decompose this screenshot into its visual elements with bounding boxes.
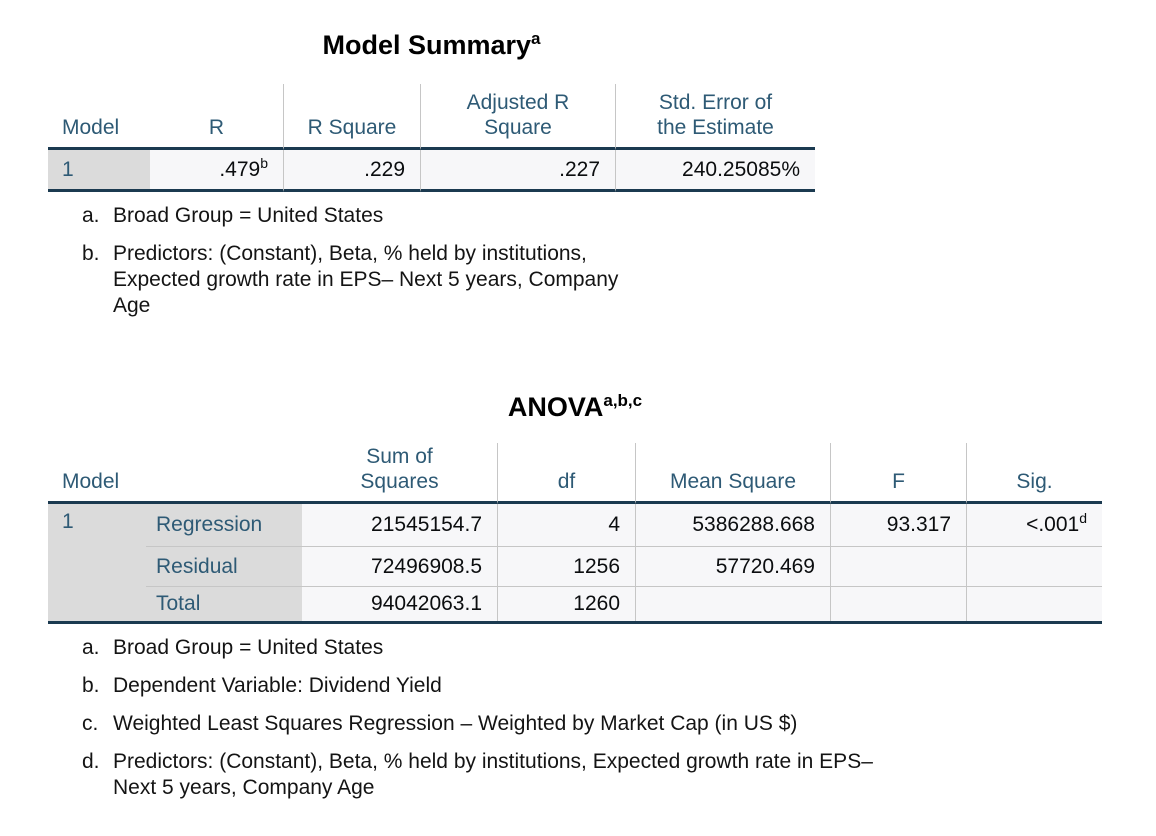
cell-sum-of-squares: 21545154.7 xyxy=(302,504,497,547)
cell-f xyxy=(830,547,966,587)
cell-adjusted-r-square-value: .227 xyxy=(420,150,615,192)
footnote-marker: d. xyxy=(82,750,100,773)
column-header-mean-square: Mean Square xyxy=(635,443,830,504)
footnote-line: Predictors: (Constant), Beta, % held by institutions, Expected growth rate in EPS– xyxy=(113,750,873,773)
footnote-marker: a. xyxy=(82,636,100,659)
footnote-line: Weighted Least Squares Regression – Weighted by Market Cap (in US $) xyxy=(113,712,798,735)
column-header-model: Model xyxy=(48,443,302,504)
cell-mean-square: 5386288.668 xyxy=(635,504,830,547)
model-summary-title xyxy=(48,30,815,61)
cell-sig xyxy=(966,547,1102,587)
cell-f xyxy=(830,587,966,621)
anova-footnote-a xyxy=(82,635,383,661)
footnote-line: Broad Group = United States xyxy=(113,636,384,659)
footnote-marker: b. xyxy=(82,242,100,265)
footnote-marker: a. xyxy=(82,204,100,227)
cell-std-error-value: 240.25085% xyxy=(615,150,815,192)
column-header-std-error: Std. Error of the Estimate xyxy=(615,84,815,150)
footnote-line: Age xyxy=(113,294,151,317)
column-header-df: df xyxy=(497,443,635,504)
cell-r-value: .479$^b$ xyxy=(150,150,283,192)
column-header-f: F xyxy=(830,443,966,504)
column-header-sig: Sig. xyxy=(966,443,1102,504)
cell-r-square-value: .229 xyxy=(283,150,420,192)
cell-sum-of-squares: 72496908.5 xyxy=(302,547,497,587)
cell-sig: <.001$^d$ xyxy=(966,504,1102,547)
cell-model-number: 1 xyxy=(48,150,150,192)
footnote-line: Expected growth rate in EPS– Next 5 years, Company xyxy=(113,268,619,291)
column-header-adjusted-r-square: Adjusted R Square xyxy=(420,84,615,150)
sig-value-superscript: d xyxy=(1079,510,1087,526)
cell-df: 4 xyxy=(497,504,635,547)
anova-footnote-d xyxy=(82,749,873,801)
cell-sum-of-squares: 94042063.1 xyxy=(302,587,497,621)
column-header-r-square: R Square xyxy=(283,84,420,150)
cell-mean-square xyxy=(635,587,830,621)
model-summary-footnote-a xyxy=(82,203,383,229)
column-header-sum-of-squares: Sum of Squares xyxy=(302,443,497,504)
anova-footnote-b xyxy=(82,673,442,699)
footnote-line: Dependent Variable: Dividend Yield xyxy=(113,674,442,697)
footnote-line: Broad Group = United States xyxy=(113,204,384,227)
anova-title-superscript: a,b,c xyxy=(603,391,643,410)
model-summary-title-text: Model Summary xyxy=(322,30,532,60)
model-summary-title-superscript: a xyxy=(531,29,541,48)
footnote-line: Next 5 years, Company Age xyxy=(113,776,375,799)
model-summary-footnote-b xyxy=(82,241,618,319)
anova-footnote-c xyxy=(82,711,797,737)
r-value-superscript: b xyxy=(260,154,268,171)
cell-mean-square: 57720.469 xyxy=(635,547,830,587)
cell-model-number: 1 xyxy=(48,504,146,621)
cell-df: 1256 xyxy=(497,547,635,587)
model-summary-table[interactable] xyxy=(48,84,815,192)
footnote-marker: b. xyxy=(82,674,100,697)
footnote-marker: c. xyxy=(82,712,99,735)
anova-row-label-total: Total xyxy=(146,587,302,621)
anova-title-text: ANOVA xyxy=(507,392,604,422)
footnote-line: Predictors: (Constant), Beta, % held by institutions, xyxy=(113,242,587,265)
cell-df: 1260 xyxy=(497,587,635,621)
anova-title xyxy=(48,392,1102,423)
anova-row-label-regression: Regression xyxy=(146,504,302,547)
cell-f: 93.317 xyxy=(830,504,966,547)
column-header-r: R xyxy=(150,84,283,150)
anova-row-label-residual: Residual xyxy=(146,547,302,587)
cell-sig xyxy=(966,587,1102,621)
anova-table[interactable] xyxy=(48,443,1102,624)
column-header-model: Model xyxy=(48,84,150,150)
